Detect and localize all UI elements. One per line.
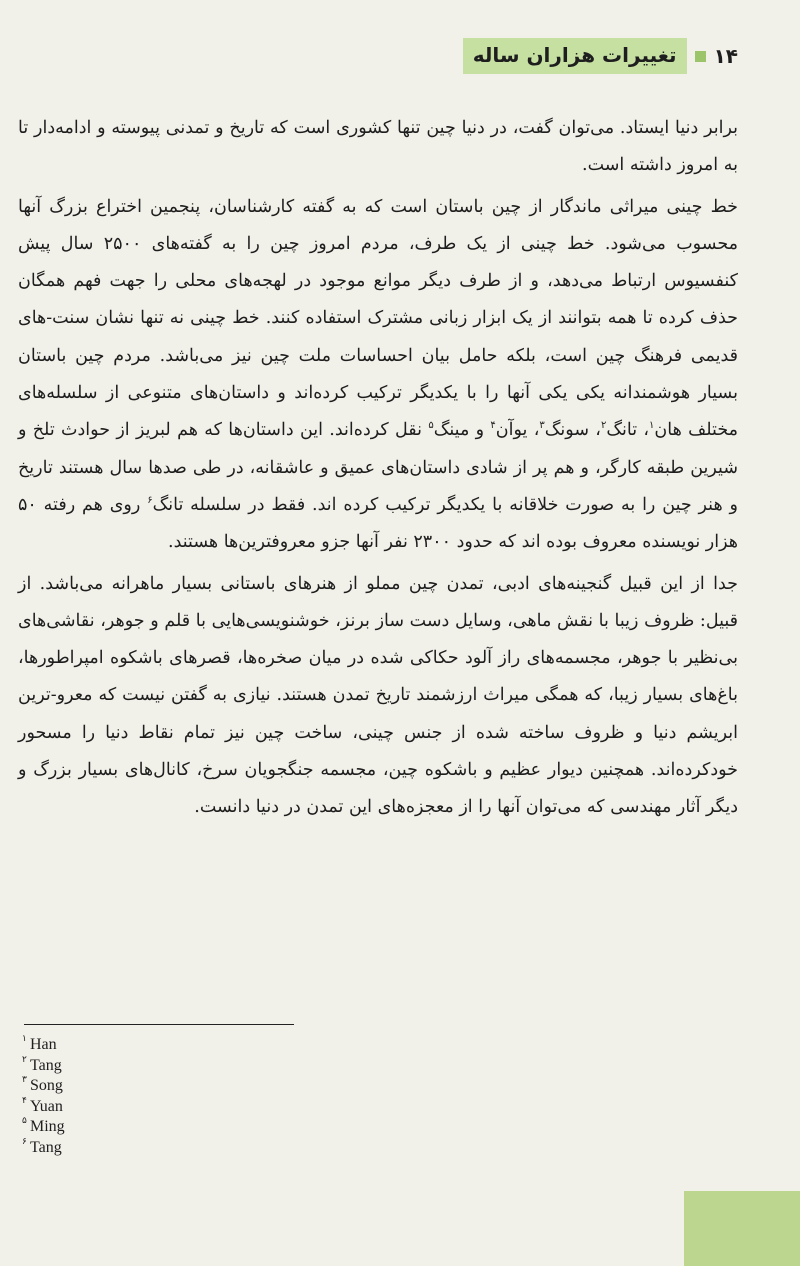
paragraph-text: ، یوآن [495, 420, 540, 441]
footnote-marker: ۶ [147, 495, 153, 507]
footnote-name: Tang [30, 1138, 62, 1156]
footnote-marker: ۱ [649, 420, 655, 432]
footnote-marker: ۴ [490, 420, 496, 432]
paragraph-text: ، تانگ [606, 420, 650, 441]
chapter-title: تغییرات هزاران ساله [463, 38, 687, 74]
footnote-item [22, 1117, 65, 1138]
footnote-name: Yuan [30, 1097, 63, 1115]
footnote-item [22, 1053, 65, 1077]
footnote-name: Ming [30, 1118, 65, 1135]
footnote-divider [24, 1024, 294, 1025]
paragraph-text: نقل کرده‌اند. این داستان‌ها که هم لبریز از حوادث تلخ و شیرین طبقه کارگر، و هم پر از شادی داستان‌های عمیق و عاشقانه، در طی صدها سال هستند تاریخ و هنر چین را به صورت خلاقانه با یکدیگر ترکیب کرده اند. فقط در سلسله تانگ [18, 420, 738, 515]
footnote-item [22, 1135, 65, 1159]
header-square-icon [695, 51, 706, 62]
paragraph-text: و مینگ [433, 420, 491, 441]
footnote-number: ۱ [22, 1033, 27, 1043]
paragraph-text: برابر دنیا ایستاد. می‌توان گفت، در دنیا چین تنها کشوری است که تاریخ و تمدنی پیوسته و ادامه‌دار تا به امروز داشته است. [18, 118, 738, 176]
footnote-name: Song [30, 1077, 63, 1094]
footnote-number: ۵ [22, 1115, 27, 1125]
paragraph-text: جدا از این قبیل گنجینه‌های ادبی، تمدن چین مملو از هنرهای باستانی بسیار ماهرانه می‌باشد. از قبیل: ظروف زیبا با نقش ماهی، وسایل دست ساز برنز، خوشنویسی‌هایی با قلم و جوهر، نقاشی‌های بی‌نظیر با جوهر، مجسمه‌های راز آلود حکاکی شده در میان صخره‌ها، قصرهای باشکوه امپراطورها، باغ‌های بسیار زیبا، که همگی میراث ارزشمند تاریخ تمدن هستند. نیازی به گفتن نیست که معرو-ترین ابریشم دنیا و ظروف ساخته شده از جنس چینی، ساخت چین نیز تمام نقاط دنیا را مسحور خودکرده‌اند. همچنین دیوار عظیم و باشکوه چین، مجسمه جنگجویان سرخ، کانال‌های بسیار بزرگ و دیگر آثار مهندسی که می‌توان آنها را از معجزه‌های این تمدن در دنیا دانست. [18, 573, 738, 818]
page-number: ۱۴ [713, 44, 738, 68]
footnote-marker: ۳ [539, 420, 545, 432]
footnotes [22, 1035, 65, 1158]
footnote-item [22, 1094, 65, 1118]
footnote-marker: ۲ [600, 420, 607, 432]
paragraph [18, 566, 738, 827]
body-text [18, 110, 738, 831]
corner-tab [684, 1191, 800, 1266]
paragraph-text: ، سونگ [544, 420, 601, 441]
page-header [463, 38, 738, 74]
footnote-number: ۳ [22, 1074, 27, 1084]
paragraph-text: خط چینی میراثی ماندگار از چین باستان است که به گفته کارشناسان، پنجمین اختراع بزرگ آنها محسوب می‌شود. خط چینی از یک طرف، مردم امروز چین را به گفته‌های ۲۵۰۰ سال پیش کنفسیوس ارتباط می‌دهد، و از طرف دیگر موانع موجود در لهجه‌های محلی را جهت فهم همگان حذف کرده تا همه بتوانند از یک ابزار زبانی مشترک استفاده کنند. خط چینی نه تنها نشان سنت-های قدیمی فرهنگ چین است، بلکه حامل بیان احساسات ملت چین نیز می‌باشد. مردم چین باستان بسیار هوشمندانه یکی یکی آنها را با یکدیگر ترکیب کرده‌اند و داستان‌های متنوعی از سلسله‌های مختلف هان [18, 196, 738, 441]
footnote-number: ۶ [22, 1135, 27, 1146]
paragraph [18, 189, 738, 562]
footnote-marker: ۵ [428, 420, 434, 432]
paragraph-text: روی هم رفته ۵۰ هزار نویسنده معروف بوده اند که حدود ۲۳۰۰ نفر آنها جزو معروفترین‌ها هستند. [18, 494, 738, 553]
footnote-item [22, 1035, 65, 1056]
footnote-number: ۲ [22, 1053, 27, 1064]
footnote-number: ۴ [22, 1094, 27, 1105]
footnote-name: Han [30, 1036, 57, 1053]
footnote-name: Tang [30, 1056, 62, 1074]
paragraph [18, 110, 738, 185]
footnote-item [22, 1076, 65, 1097]
